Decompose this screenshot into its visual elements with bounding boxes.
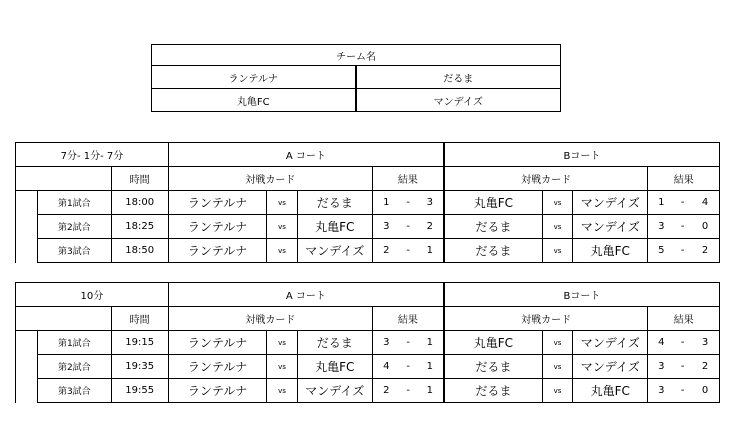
matchup-header-a: 対戦カード: [168, 167, 372, 191]
score-dash: -: [400, 191, 417, 215]
score-home: 1: [648, 191, 674, 215]
schedule-table: [15, 282, 720, 403]
result-header-b: 結果: [648, 307, 720, 331]
score-dash: -: [400, 215, 417, 239]
score-away: 1: [417, 379, 444, 403]
score-home: 3: [648, 379, 674, 403]
score-away: 1: [417, 355, 444, 379]
team-name-cell: ランテルナ: [152, 66, 356, 89]
score-home: 2: [372, 239, 399, 263]
match-label: 第1試合: [38, 191, 111, 215]
away-team: マンデイズ: [297, 379, 372, 403]
team-names-table: [151, 44, 561, 112]
score-dash: -: [674, 239, 691, 263]
result-header-a: 結果: [372, 167, 443, 191]
score-dash: -: [674, 379, 691, 403]
away-team: マンデイズ: [573, 191, 648, 215]
home-team: だるま: [444, 355, 543, 379]
score-away: 2: [417, 215, 444, 239]
match-time: 19:55: [111, 379, 168, 403]
vs-label: vs: [267, 379, 297, 403]
vs-label: vs: [542, 239, 572, 263]
score-away: 1: [417, 239, 444, 263]
court-b-header: Bコート: [444, 143, 720, 167]
matchup-header-a: 対戦カード: [168, 307, 372, 331]
team-names-header: チーム名: [152, 45, 561, 66]
time-header: 時間: [111, 167, 168, 191]
blank-header-cell: [16, 307, 112, 331]
match-row: [16, 191, 720, 215]
away-team: 丸亀FC: [573, 239, 648, 263]
score-dash: -: [400, 239, 417, 263]
team-name-cell: だるま: [356, 66, 561, 89]
vs-label: vs: [542, 331, 572, 355]
score-home: 1: [372, 191, 399, 215]
score-dash: -: [400, 355, 417, 379]
home-team: ランテルナ: [168, 331, 267, 355]
score-dash: -: [674, 355, 691, 379]
away-team: 丸亀FC: [573, 379, 648, 403]
score-dash: -: [400, 379, 417, 403]
match-row: [16, 215, 720, 239]
match-label: 第2試合: [38, 215, 111, 239]
score-away: 1: [417, 331, 444, 355]
home-team: ランテルナ: [168, 239, 267, 263]
match-label: 第1試合: [38, 331, 111, 355]
match-row: [16, 379, 720, 403]
vs-label: vs: [267, 239, 297, 263]
score-dash: -: [674, 191, 691, 215]
score-home: 4: [372, 355, 399, 379]
match-time: 18:00: [111, 191, 168, 215]
matchup-header-b: 対戦カード: [444, 307, 648, 331]
vs-label: vs: [542, 355, 572, 379]
match-row: [16, 239, 720, 263]
score-away: 2: [691, 355, 719, 379]
home-team: 丸亀FC: [444, 191, 543, 215]
home-team: だるま: [444, 239, 543, 263]
score-dash: -: [674, 331, 691, 355]
match-label: 第3試合: [38, 379, 111, 403]
away-team: だるま: [297, 191, 372, 215]
match-label: 第3試合: [38, 239, 111, 263]
home-team: ランテルナ: [168, 379, 267, 403]
score-away: 2: [691, 239, 719, 263]
score-dash: -: [674, 215, 691, 239]
vs-label: vs: [542, 379, 572, 403]
vs-label: vs: [267, 191, 297, 215]
team-name-cell: マンデイズ: [356, 89, 561, 112]
blank-header-cell: [16, 167, 112, 191]
format-label: 7分- 1分- 7分: [16, 143, 169, 167]
court-a-header: A コート: [168, 283, 444, 307]
format-label: 10分: [16, 283, 169, 307]
score-away: 3: [691, 331, 719, 355]
vs-label: vs: [542, 191, 572, 215]
row-spacer: [16, 331, 38, 403]
score-home: 3: [372, 331, 399, 355]
score-home: 3: [648, 215, 674, 239]
result-header-a: 結果: [372, 307, 443, 331]
vs-label: vs: [267, 331, 297, 355]
score-home: 2: [372, 379, 399, 403]
matchup-header-b: 対戦カード: [444, 167, 648, 191]
result-header-b: 結果: [648, 167, 720, 191]
away-team: マンデイズ: [573, 355, 648, 379]
away-team: だるま: [297, 331, 372, 355]
vs-label: vs: [542, 215, 572, 239]
score-dash: -: [400, 331, 417, 355]
match-time: 19:35: [111, 355, 168, 379]
match-time: 19:15: [111, 331, 168, 355]
score-away: 4: [691, 191, 719, 215]
away-team: マンデイズ: [573, 331, 648, 355]
score-away: 0: [691, 379, 719, 403]
home-team: 丸亀FC: [444, 331, 543, 355]
home-team: ランテルナ: [168, 191, 267, 215]
home-team: だるま: [444, 379, 543, 403]
match-label: 第2試合: [38, 355, 111, 379]
score-away: 3: [417, 191, 444, 215]
row-spacer: [16, 191, 38, 263]
vs-label: vs: [267, 215, 297, 239]
home-team: だるま: [444, 215, 543, 239]
team-name-cell: 丸亀FC: [152, 89, 356, 112]
time-header: 時間: [111, 307, 168, 331]
away-team: マンデイズ: [297, 239, 372, 263]
score-home: 3: [372, 215, 399, 239]
score-home: 5: [648, 239, 674, 263]
score-home: 3: [648, 355, 674, 379]
match-time: 18:50: [111, 239, 168, 263]
home-team: ランテルナ: [168, 215, 267, 239]
home-team: ランテルナ: [168, 355, 267, 379]
match-row: [16, 331, 720, 355]
score-home: 4: [648, 331, 674, 355]
match-time: 18:25: [111, 215, 168, 239]
away-team: マンデイズ: [573, 215, 648, 239]
court-a-header: A コート: [168, 143, 444, 167]
away-team: 丸亀FC: [297, 355, 372, 379]
score-away: 0: [691, 215, 719, 239]
schedule-table: [15, 142, 720, 263]
court-b-header: Bコート: [444, 283, 720, 307]
vs-label: vs: [267, 355, 297, 379]
match-row: [16, 355, 720, 379]
away-team: 丸亀FC: [297, 215, 372, 239]
